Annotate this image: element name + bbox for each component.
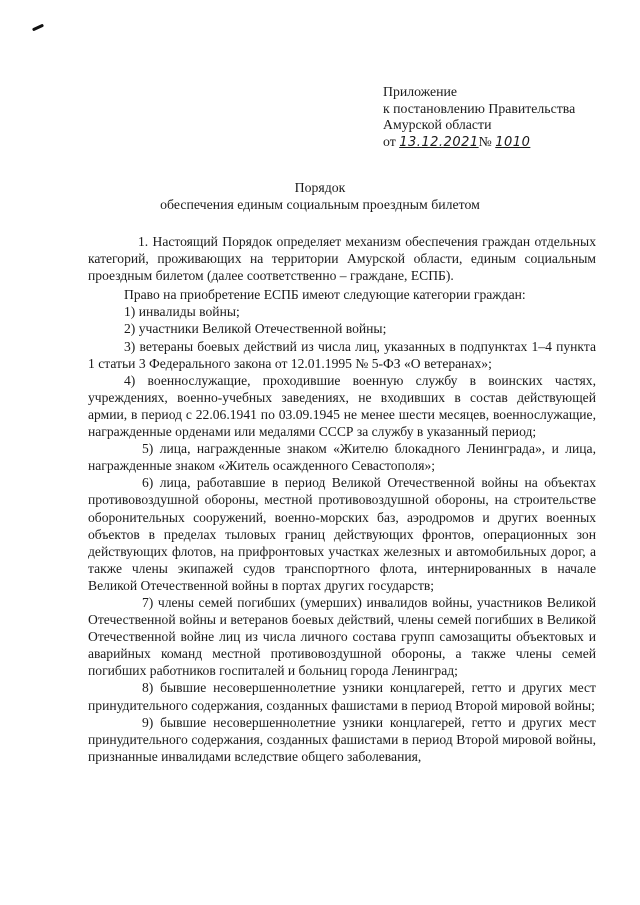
appendix-line-3: Амурской области bbox=[383, 117, 492, 132]
appendix-line-1: Приложение bbox=[383, 84, 458, 99]
list-item-2: 2) участники Великой Отечественной войны; bbox=[124, 321, 387, 337]
document-title bbox=[0, 179, 640, 213]
date-prefix: от bbox=[383, 133, 396, 149]
paragraph-1: 1. Настоящий Порядок определяет механизм обеспечения граждан отдельных категорий, проживающих на территории Амурской области, единым социальным проездным билетом (далее соответственно – граждане, ЕСПБ). bbox=[88, 234, 596, 284]
number-prefix: № bbox=[478, 133, 492, 149]
list-item-8: 8) бывшие несовершеннолетние узники концлагерей, гетто и других мест принудительного содержания, созданных фашистами в период Второй мировой войны; bbox=[88, 680, 596, 713]
title-line-1: Порядок bbox=[294, 180, 346, 195]
list-item-9: 9) бывшие несовершеннолетние узники концлагерей, гетто и других мест принудительного содержания, созданных фашистами в период Второй мировой войны, признанные инвалидами вследствие общего заболевания, bbox=[88, 714, 596, 764]
list-item-5: 5) лица, награжденные знаком «Жителю блокадного Ленинграда», и лица, награжденные знаком «Житель осажденного Севастополя»; bbox=[88, 441, 596, 474]
list-item-4: 4) военнослужащие, проходившие военную службу в воинских частях, учреждениях, военно-учебных заведениях, не входивших в состав действующей армии, в период с 22.06.1941 по 03.09.1945 не менее шести месяцев, военнослужащие, награжденные орденами или медалями СССР за службу в указанный период; bbox=[88, 372, 596, 440]
title-line-2: обеспечения единым социальным проездным билетом bbox=[160, 197, 480, 212]
appendix-header bbox=[383, 84, 575, 151]
pen-mark bbox=[32, 24, 44, 32]
rights-intro: Право на приобретение ЕСПБ имеют следующие категории граждан: bbox=[124, 287, 526, 303]
appendix-line-2: к постановлению Правительства bbox=[383, 100, 576, 116]
handwritten-date: 13.12.2021 bbox=[399, 134, 479, 150]
list-item-6: 6) лица, работавшие в период Великой Отечественной войны на объектах противовоздушной обороны, местной противовоздушной обороны, на строительстве оборонительных сооружений, военно-морских баз, аэродромов и других военных объектов в пределах тыловых границ действующих фронтов, операционных зон действующих флотов, на прифронтовых участках железных и автомобильных дорог, а также члены экипажей судов транспортного флота, интернированных в начале Великой Отечественной войны в портах других государств; bbox=[88, 475, 596, 593]
list-item-1: 1) инвалиды войны; bbox=[124, 304, 240, 320]
appendix-date-line bbox=[383, 134, 575, 152]
list-item-3: 3) ветераны боевых действий из числа лиц, указанных в подпунктах 1–4 пункта 1 статьи 3 Федерального закона от 12.01.1995 № 5-ФЗ «О ветеранах»; bbox=[88, 338, 596, 371]
list-item-7: 7) члены семей погибших (умерших) инвалидов войны, участников Великой Отечественной войны и ветеранов боевых действий, члены семей погибших в Великой Отечественной войне лиц из числа личного состава групп самозащиты объектовых и аварийных команд местной противовоздушной обороны, а также члены семей погибших работников госпиталей и больниц города Ленинград; bbox=[88, 594, 596, 679]
document-body bbox=[88, 233, 596, 765]
handwritten-number: 1010 bbox=[495, 134, 531, 150]
